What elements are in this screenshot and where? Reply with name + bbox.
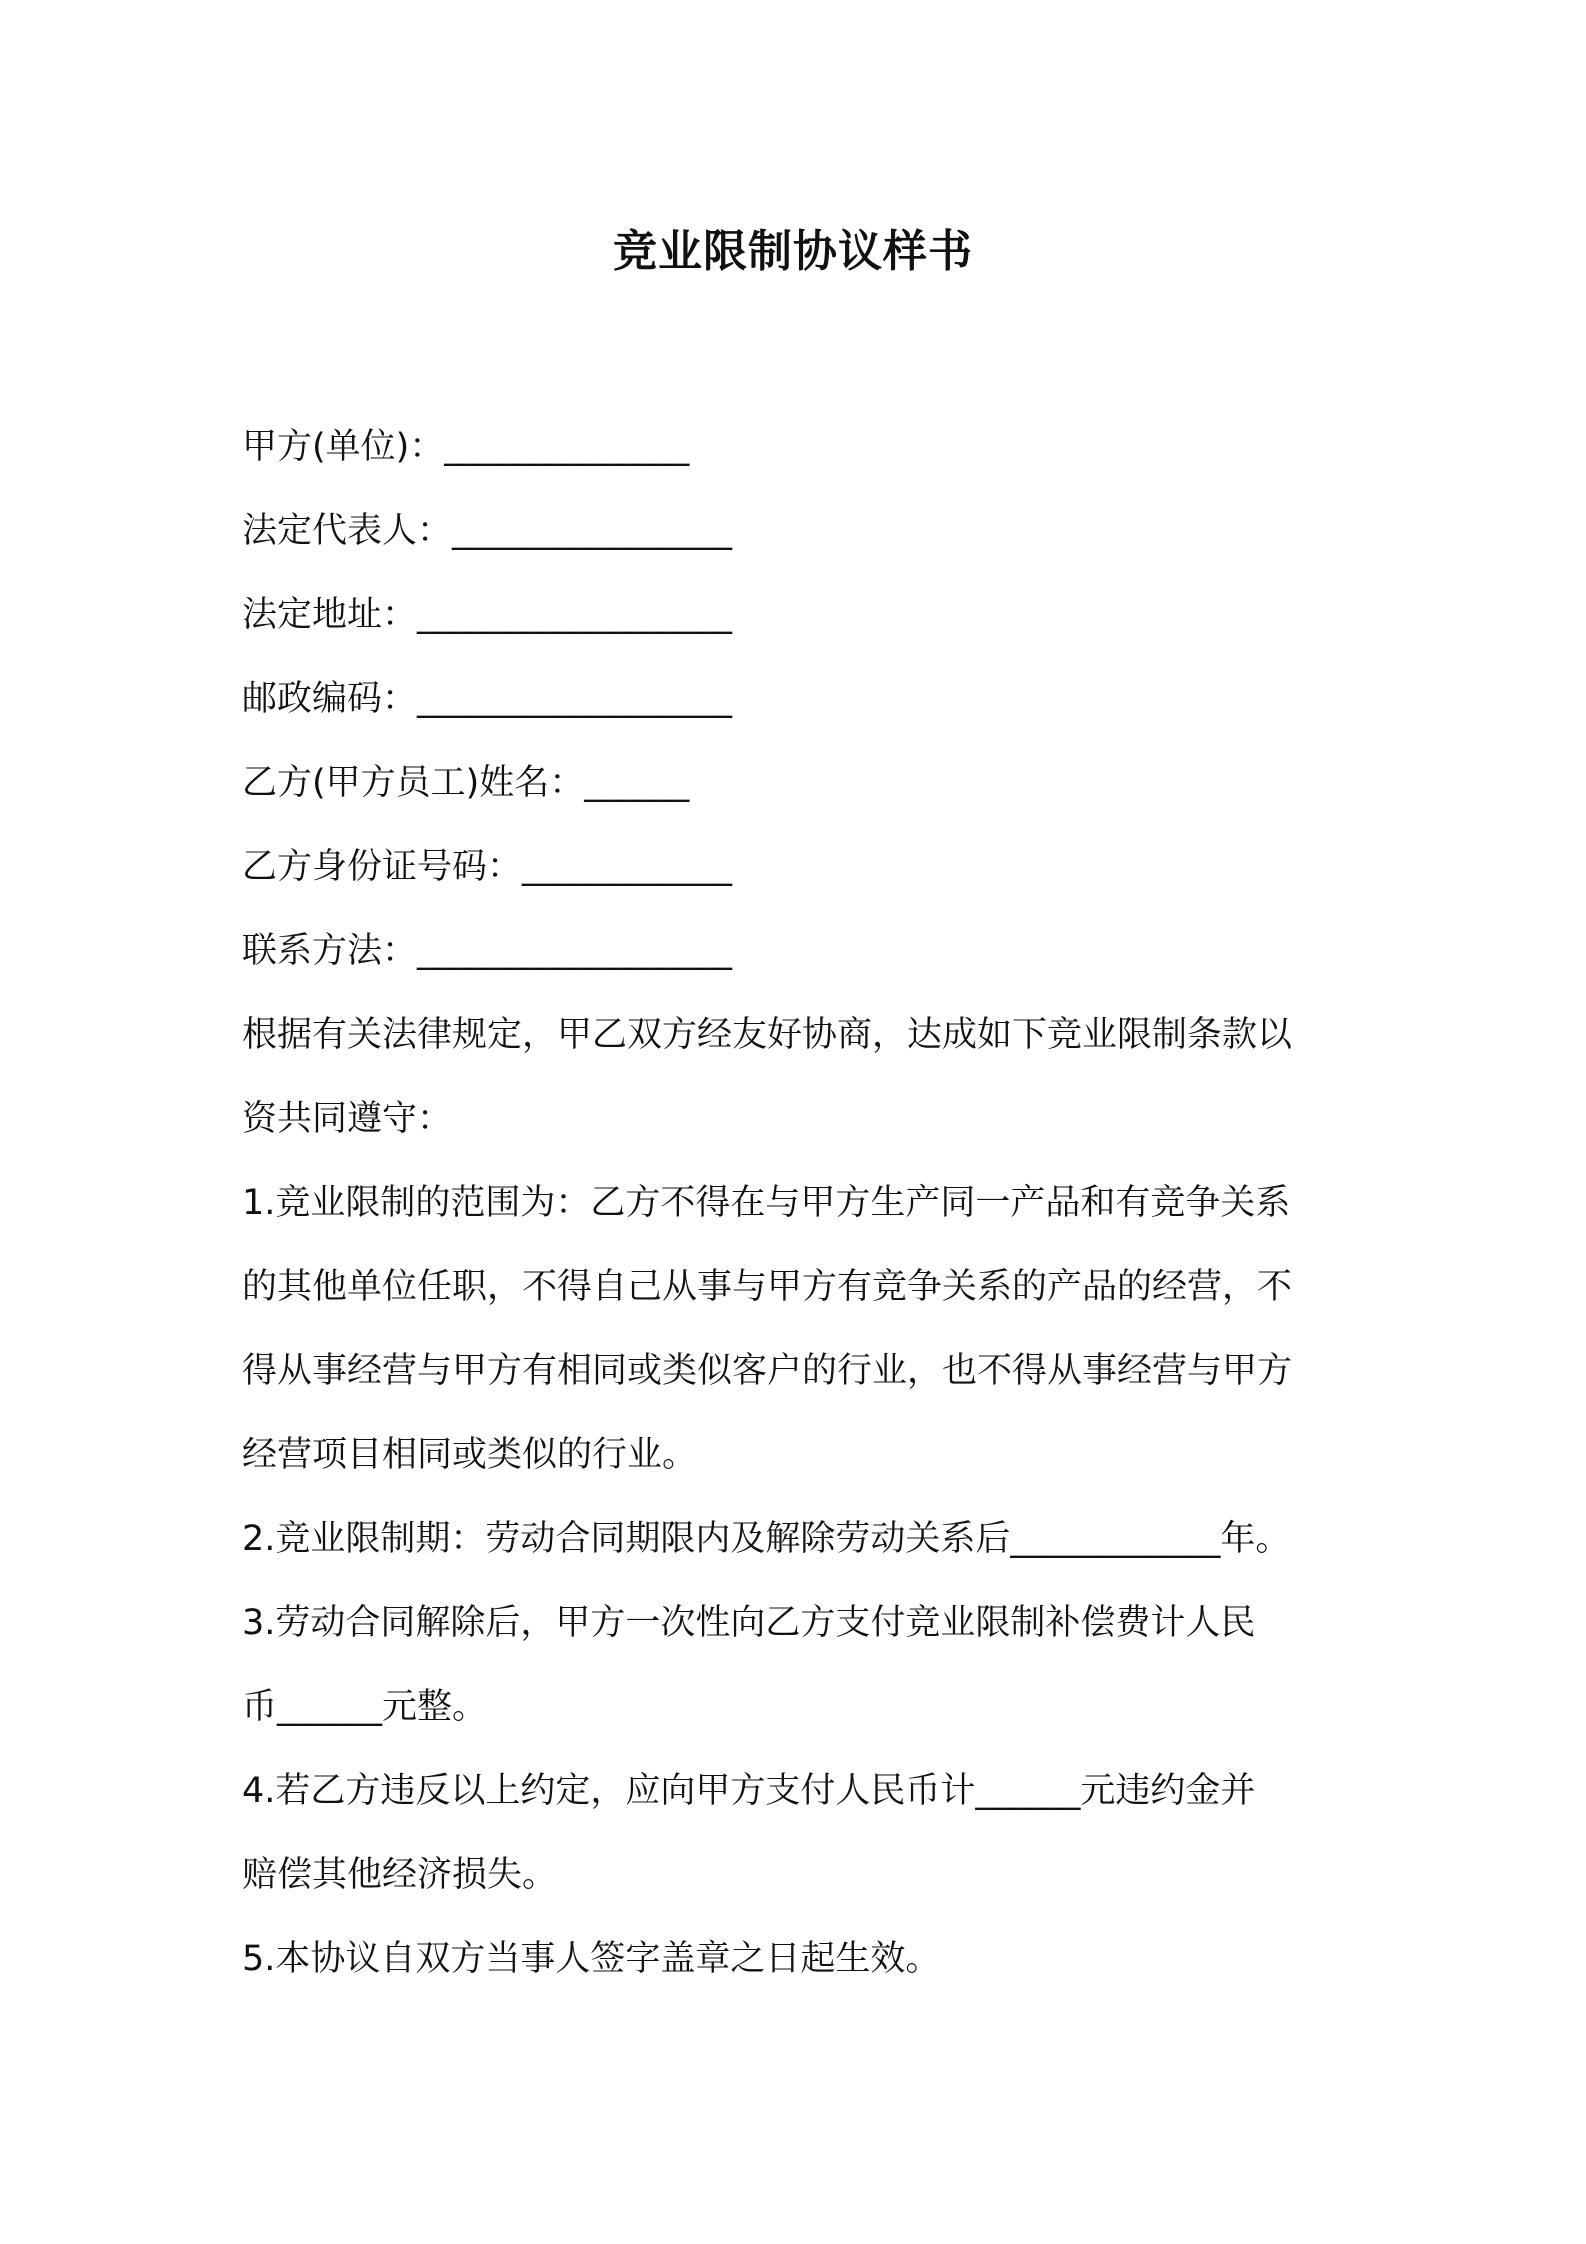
body-line: 资共同遵守：	[242, 1099, 453, 1139]
clause-1-line: 的其他单位任职，不得自己从事与甲方有竞争关系的产品的经营，不	[242, 1267, 1293, 1307]
document-title: 竞业限制协议样书	[613, 226, 973, 277]
field-legal-representative: 法定代表人：________________	[242, 511, 733, 551]
clause-4-line: 4.若乙方违反以上约定，应向甲方支付人民币计______元违约金并	[242, 1771, 1256, 1811]
field-party-a: 甲方(单位)：______________	[242, 427, 690, 467]
clause-4-line: 赔偿其他经济损失。	[242, 1855, 558, 1895]
document-content	[242, 405, 1382, 2001]
clause-5-line: 5.本协议自双方当事人签字盖章之日起生效。	[242, 1939, 941, 1979]
field-postal-code: 邮政编码：__________________	[242, 679, 733, 719]
clause-1-line: 经营项目相同或类似的行业。	[242, 1435, 698, 1475]
clause-1-line: 得从事经营与甲方有相同或类似客户的行业，也不得从事经营与甲方	[242, 1351, 1293, 1391]
body-line: 根据有关法律规定，甲乙双方经友好协商，达成如下竞业限制条款以	[242, 1015, 1293, 1055]
field-party-b-name: 乙方(甲方员工)姓名：______	[242, 763, 690, 803]
field-party-b-id-number: 乙方身份证号码：____________	[242, 847, 733, 887]
clause-3-line: 币______元整。	[242, 1687, 488, 1727]
clause-2-line: 2.竞业限制期：劳动合同期限内及解除劳动关系后____________年。	[242, 1519, 1291, 1559]
field-legal-address: 法定地址：__________________	[242, 595, 733, 635]
field-contact: 联系方法：__________________	[242, 931, 733, 971]
clause-3-line: 3.劳动合同解除后，甲方一次性向乙方支付竞业限制补偿费计人民	[242, 1603, 1256, 1643]
clause-1-line: 1.竞业限制的范围为：乙方不得在与甲方生产同一产品和有竞争关系	[242, 1183, 1291, 1223]
